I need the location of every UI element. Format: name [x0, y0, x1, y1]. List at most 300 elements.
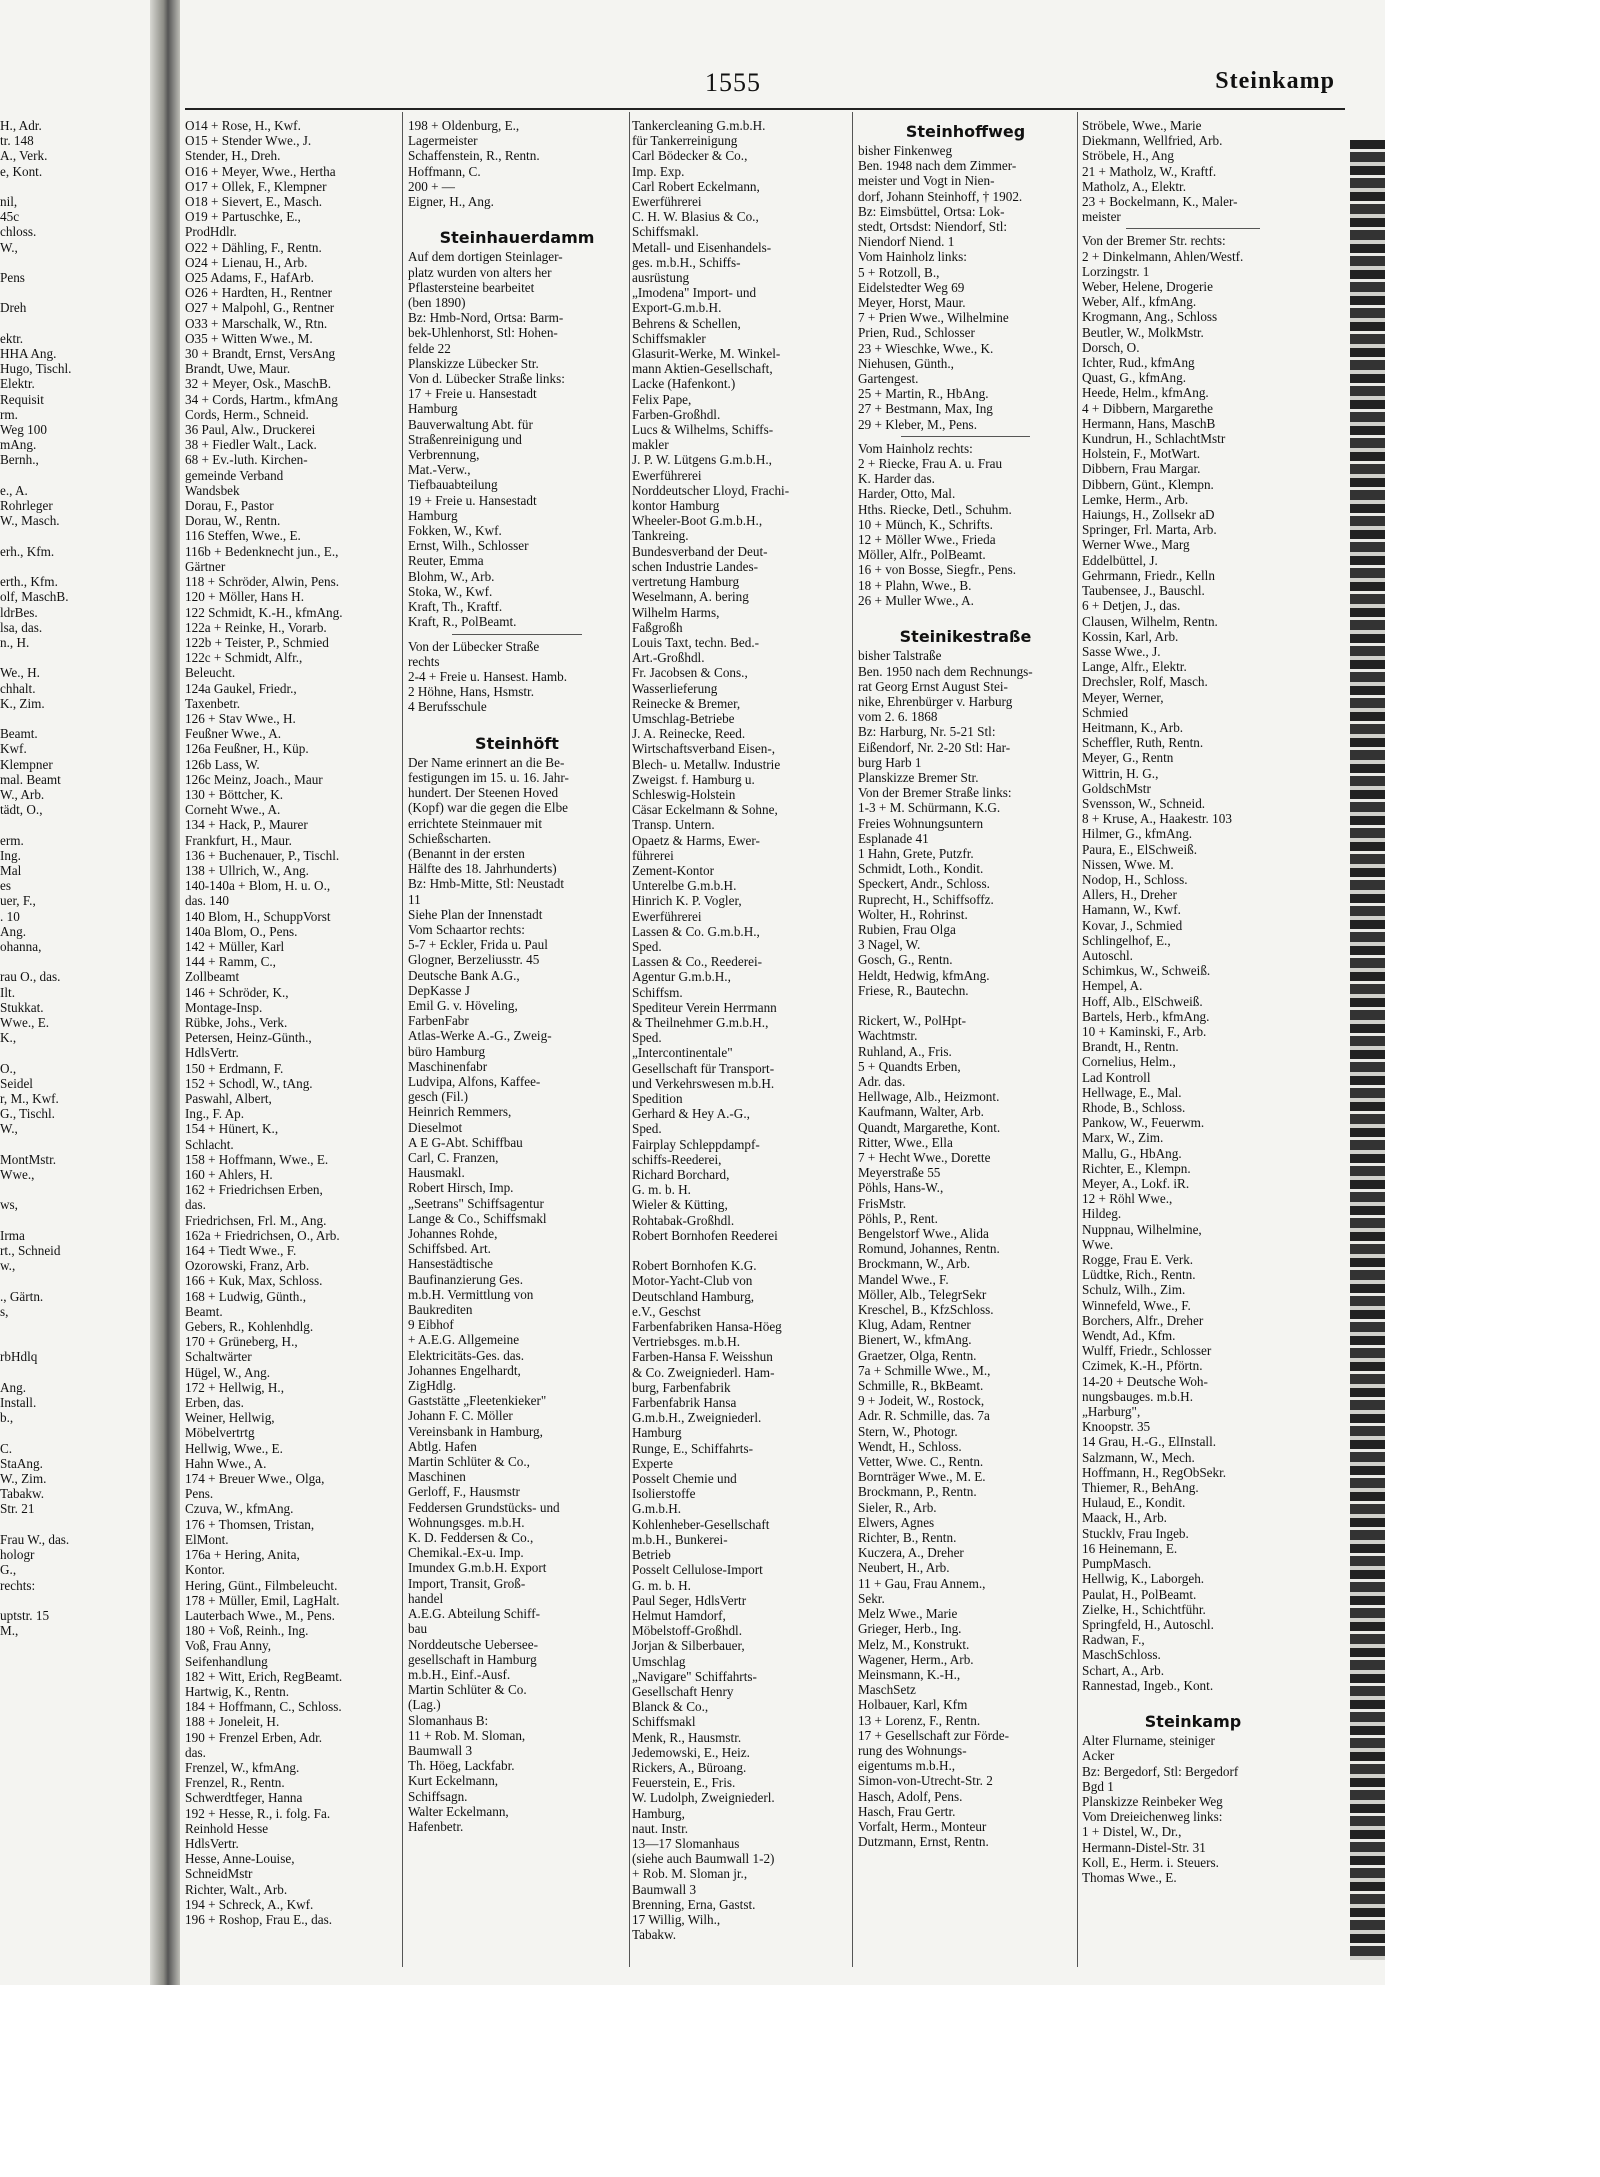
directory-entry: Kontor. — [185, 1562, 225, 1578]
fragment-line: b., — [0, 1410, 14, 1426]
directory-entry: Hoff, Alb., ElSchweiß. — [1082, 993, 1203, 1009]
directory-entry: das. — [185, 1197, 206, 1213]
directory-entry: Vetter, Wwe. C., Rentn. — [858, 1454, 984, 1470]
directory-entry: Pflastersteine bearbeitet — [408, 279, 535, 295]
fragment-line: O., — [0, 1060, 17, 1076]
directory-entry: Schwerdtfeger, Hanna — [185, 1790, 303, 1806]
fragment-line: Frau W., das. — [0, 1531, 70, 1547]
directory-entry: Ichter, Rud., kfmAng — [1082, 355, 1195, 371]
directory-entry: Frenzel, W., kfmAng. — [185, 1759, 300, 1775]
directory-entry: Metall- und Eisenhandels- — [632, 239, 772, 255]
directory-entry: Svensson, W., Schneid. — [1082, 795, 1206, 811]
directory-entry: Lad Kontroll — [1082, 1069, 1151, 1085]
column-divider — [1077, 112, 1078, 1967]
directory-entry: 138 + Ullrich, W., Ang. — [185, 862, 309, 878]
directory-entry: Frenzel, R., Rentn. — [185, 1775, 285, 1791]
directory-entry: Wwe. — [1082, 1236, 1114, 1252]
directory-entry: Meyer, Werner, — [1082, 689, 1164, 705]
directory-entry: Radwan, F., — [1082, 1632, 1145, 1648]
fragment-line: . 10 — [0, 908, 20, 924]
directory-entry: Blanck & Co., — [632, 1699, 709, 1715]
directory-entry: Beleucht. — [185, 665, 236, 681]
directory-entry: Hulaud, E., Kondit. — [1082, 1495, 1186, 1511]
directory-entry: J. A. Reinecke, Reed. — [632, 726, 746, 742]
fragment-line: hologr — [0, 1547, 35, 1563]
directory-entry: Isolierstoffe — [632, 1486, 696, 1502]
directory-entry: Hamburg — [632, 1425, 682, 1441]
directory-entry: Richter, B., Rentn. — [858, 1530, 957, 1546]
directory-entry: 2 Höhne, Hans, Hsmstr. — [408, 684, 535, 700]
directory-entry: nungsbauges. m.b.H. — [1082, 1388, 1193, 1404]
section-separator — [452, 634, 583, 635]
directory-entry: Dutzmann, Ernst, Rentn. — [858, 1834, 989, 1850]
directory-entry: Gerloff, F., Hausmstr — [408, 1484, 520, 1500]
directory-entry: Brenning, Erna, Gastst. — [632, 1896, 756, 1912]
fragment-line: rechts: — [0, 1577, 36, 1593]
directory-entry: Mallu, G., HbAng. — [1082, 1145, 1182, 1161]
fragment-line — [0, 1425, 150, 1440]
directory-entry: mann Aktien-Gesellschaft, — [632, 361, 773, 377]
directory-entry: 6 + Detjen, J., das. — [1082, 598, 1181, 614]
directory-entry: Deutschland Hamburg, — [632, 1288, 755, 1304]
directory-entry: 9 Eibhof — [408, 1317, 454, 1333]
directory-entry: Farbenfabriken Hansa-Höeg — [632, 1319, 782, 1335]
directory-entry: Wohnungsges. m.b.H. — [408, 1514, 525, 1530]
directory-entry: Baumwall 3 — [632, 1881, 697, 1897]
fragment-line: Ang. — [0, 923, 27, 939]
directory-entry: O27 + Malpohl, G., Rentner — [185, 300, 335, 316]
fragment-line: mal. Beamt — [0, 771, 61, 787]
directory-entry: Tankreing. — [632, 528, 689, 544]
directory-entry: Dorau, F., Pastor — [185, 498, 274, 514]
directory-entry: Ewerführerei — [632, 467, 702, 483]
directory-entry: Klug, Adam, Rentner — [858, 1317, 971, 1333]
fragment-line: H., Adr. — [0, 118, 42, 133]
directory-entry: 176a + Hering, Anita, — [185, 1547, 300, 1563]
directory-entry: 26 + Muller Wwe., A. — [858, 592, 974, 608]
directory-entry: Beutler, W., MolkMstr. — [1082, 324, 1204, 340]
directory-entry: Posselt Cellulose-Import — [632, 1562, 763, 1578]
directory-entry: 11 + Gau, Frau Annem., — [858, 1575, 986, 1591]
directory-entry: felde 22 — [408, 340, 451, 356]
directory-entry: für Tankerreinigung — [632, 133, 738, 149]
directory-entry: Pöhls, P., Rent. — [858, 1210, 938, 1226]
directory-entry: Paura, E., ElSchweiß. — [1082, 841, 1197, 857]
directory-entry: Feuerstein, E., Fris. — [632, 1775, 736, 1791]
fragment-line — [0, 711, 150, 726]
directory-entry: 166 + Kuk, Max, Schloss. — [185, 1273, 323, 1289]
section-separator — [901, 436, 1030, 437]
directory-entry: Ritter, Wwe., Ella — [858, 1134, 953, 1150]
directory-entry: Hesse, Anne-Louise, — [185, 1851, 295, 1867]
directory-entry: Emil G. v. Höveling, — [408, 997, 518, 1013]
directory-entry: Montage-Insp. — [185, 999, 263, 1015]
directory-entry: Freies Wohnungsuntern — [858, 815, 984, 831]
directory-entry: Rhode, B., Schloss. — [1082, 1100, 1186, 1115]
fragment-line: lsa, das. — [0, 619, 43, 635]
street-heading: Steinkamp — [1144, 1712, 1242, 1732]
directory-entry: Vom Hainholz links: — [858, 249, 967, 265]
directory-entry: 2 + Dinkelmann, Ahlen/Westf. — [1082, 248, 1244, 264]
directory-entry: 8 + Kruse, A., Haakestr. 103 — [1082, 811, 1232, 827]
directory-entry: Hildeg. — [1082, 1206, 1122, 1222]
directory-entry: DepKasse J — [408, 982, 470, 998]
directory-entry: Ströbele, H., Ang — [1082, 148, 1174, 164]
fragment-line: Tabakw. — [0, 1486, 44, 1502]
directory-entry: Stender, H., Dreh. — [185, 148, 281, 164]
directory-entry: Melz Wwe., Marie — [858, 1606, 958, 1622]
page-number: 1555 — [705, 68, 761, 97]
directory-entry: + Rob. M. Sloman jr., — [632, 1866, 748, 1882]
directory-entry: Kraft, Th., Kraftf. — [408, 599, 503, 615]
directory-entry: Wheeler-Boot G.m.b.H., — [632, 513, 763, 529]
directory-entry: Melz, M., Konstrukt. — [858, 1636, 970, 1652]
directory-entry: das. — [185, 1744, 206, 1760]
directory-entry: Spedition — [632, 1091, 683, 1106]
directory-entry: Meinsmann, K.-H., — [858, 1666, 961, 1682]
directory-entry: Hellwig, Wwe., E. — [185, 1440, 283, 1456]
fragment-line: Mal — [0, 862, 22, 878]
directory-entry: Springfeld, H., Autoschl. — [1082, 1616, 1214, 1632]
directory-entry: A E G-Abt. Schiffbau — [408, 1134, 523, 1150]
directory-entry: Kuczera, A., Dreher — [858, 1545, 964, 1561]
directory-entry: 200 + — — [408, 178, 455, 194]
directory-entry: Farben-Hansa F. Weisshun — [632, 1349, 773, 1365]
directory-entry: Stoka, W., Kwf. — [408, 583, 493, 599]
fragment-line: Rohrleger — [0, 498, 53, 514]
directory-entry: Autoschl. — [1082, 947, 1133, 963]
directory-entry: 14 Grau, H.-G., ElInstall. — [1082, 1434, 1217, 1450]
fragment-line: rbHdlq — [0, 1349, 38, 1365]
street-heading: Steinhöft — [475, 733, 559, 753]
directory-entry: ausrüstung — [632, 270, 690, 286]
directory-entry: 30 + Brandt, Ernst, VersAng — [185, 346, 336, 362]
directory-entry: 176 + Thomsen, Tristan, — [185, 1516, 315, 1532]
directory-entry: Meyer, G., Rentn — [1082, 750, 1174, 766]
directory-entry: Frankfurt, H., Maur. — [185, 832, 292, 848]
directory-entry: ElMont. — [185, 1531, 229, 1547]
directory-entry: Pöhls, Hans-W., — [858, 1180, 944, 1196]
fragment-line: A., Verk. — [0, 148, 48, 164]
directory-entry: Norddeutsche Uebersee- — [408, 1636, 538, 1652]
directory-entry: 140a Blom, O., Pens. — [185, 923, 298, 939]
directory-entry: Bartels, Herb., kfmAng. — [1082, 1008, 1210, 1024]
fragment-line: HHA Ang. — [0, 346, 57, 362]
directory-entry: Reinhold Hesse — [185, 1820, 269, 1836]
directory-entry: Wendt, H., Schloss. — [858, 1438, 962, 1454]
directory-entry: 14-20 + Deutsche Woh- — [1082, 1373, 1208, 1389]
directory-entry: 192 + Hesse, R., i. folg. Fa. — [185, 1805, 331, 1821]
directory-entry: Graetzer, Olga, Rentn. — [858, 1347, 977, 1363]
directory-entry: 194 + Schreck, A., Kwf. — [185, 1896, 314, 1912]
fragment-line — [0, 528, 150, 543]
directory-entry: „Seetrans" Schiffsagentur — [408, 1195, 544, 1211]
directory-entry: Nissen, Wwe. M. — [1082, 856, 1174, 872]
directory-entry: Hartwig, K., Rentn. — [185, 1683, 290, 1699]
directory-entry: W. Ludolph, Zweigniederl. — [632, 1790, 775, 1806]
directory-entry: Hamann, W., Kwf. — [1082, 902, 1181, 918]
directory-entry: 11 + Rob. M. Sloman, — [408, 1727, 526, 1743]
directory-entry: Petersen, Heinz-Günth., — [185, 1030, 312, 1046]
directory-entry: Scheffler, Ruth, Rentn. — [1082, 735, 1204, 751]
directory-entry: Schiffsm. — [632, 984, 683, 1000]
directory-entry: Nodop, H., Schloss. — [1082, 871, 1188, 887]
directory-entry: führerei — [632, 847, 674, 863]
directory-entry: ges. m.b.H., Schiffs- — [632, 254, 741, 270]
directory-entry — [858, 608, 1073, 623]
fragment-line: es — [0, 878, 11, 894]
directory-entry: (ben 1890) — [408, 295, 466, 311]
directory-entry: Sekr. — [858, 1590, 885, 1606]
directory-entry: Kohlenheber-Gesellschaft — [632, 1516, 770, 1532]
directory-entry: Hermann-Distel-Str. 31 — [1082, 1839, 1206, 1855]
directory-entry: Brandt, H., Rentn. — [1082, 1039, 1179, 1055]
directory-entry: Robert Bornhofen Reederei — [632, 1227, 778, 1243]
directory-entry: Gesellschaft für Transport- — [632, 1060, 775, 1076]
directory-entry: Export-G.m.b.H. — [632, 300, 722, 316]
directory-entry: Sped. — [632, 1121, 662, 1137]
directory-entry: Walter Eckelmann, — [408, 1803, 509, 1819]
directory-entry: Friese, R., Bautechn. — [858, 982, 969, 998]
directory-entry: kontor Hamburg — [632, 498, 720, 514]
directory-entry: O15 + Stender Wwe., J. — [185, 133, 312, 149]
directory-entry: meister — [1082, 209, 1121, 225]
directory-entry: Eidelstedter Weg 69 — [858, 279, 965, 295]
directory-entry: Rubien, Frau Olga — [858, 921, 956, 937]
directory-entry: Springer, Frl. Marta, Arb. — [1082, 522, 1217, 538]
directory-entry: Carl Robert Eckelmann, — [632, 178, 760, 194]
directory-entry: Corneht Wwe., A. — [185, 802, 281, 818]
directory-entry: Wulff, Friedr., Schlosser — [1082, 1343, 1212, 1359]
left-page-fragment — [0, 118, 150, 1968]
directory-entry: Schiffsagn. — [408, 1788, 468, 1804]
directory-entry: Runge, E., Schiffahrts- — [632, 1440, 753, 1456]
directory-entry: 1 Hahn, Grete, Putzfr. — [858, 845, 974, 861]
directory-entry: Ludvipa, Alfons, Kaffee- — [408, 1073, 541, 1089]
directory-entry: Rohtabak-Großhdl. — [632, 1212, 735, 1228]
directory-entry: Glasurit-Werke, M. Winkel- — [632, 346, 781, 362]
directory-entry: Marx, W., Zim. — [1082, 1130, 1164, 1146]
directory-entry: Deutsche Bank A.G., — [408, 967, 520, 983]
directory-entry: 17 + Freie u. Hansestadt — [408, 386, 537, 402]
fragment-line: rm. — [0, 406, 18, 422]
directory-entry: Bengelstorf Wwe., Alida — [858, 1226, 989, 1242]
directory-entry: Martin Schlüter & Co. — [408, 1682, 527, 1698]
directory-entry: 190 + Frenzel Erben, Adr. — [185, 1729, 323, 1745]
directory-entry: Umschlag — [632, 1653, 686, 1669]
directory-entry: Menk, R., Hausmstr. — [632, 1729, 742, 1745]
directory-entry: Opaetz & Harms, Ewer- — [632, 832, 760, 848]
directory-entry: Reinecke & Bremer, — [632, 695, 741, 711]
directory-entry: PumpMasch. — [1082, 1556, 1152, 1572]
directory-entry: Pens. — [185, 1486, 214, 1502]
directory-entry: Ewerführerei — [632, 908, 702, 924]
directory-entry: Gosch, G., Rentn. — [858, 952, 953, 968]
directory-entry: Unterelbe G.m.b.H. — [632, 878, 737, 894]
fragment-line: W., Zim. — [0, 1471, 47, 1487]
directory-entry: Norddeutscher Lloyd, Frachi- — [632, 482, 790, 498]
directory-entry: Zollbeamt — [185, 969, 240, 985]
directory-entry — [408, 715, 626, 730]
directory-entry: 18 + Plahn, Wwe., B. — [858, 577, 972, 593]
directory-entry: 19 + Freie u. Hansestadt — [408, 492, 537, 508]
directory-entry: Kurt Eckelmann, — [408, 1773, 499, 1789]
directory-entry: K. D. Feddersen & Co., — [408, 1530, 534, 1546]
directory-entry: Rickert, W., PolHpt- — [858, 1013, 967, 1029]
directory-entry: Zweigst. f. Hamburg u. — [632, 771, 755, 787]
directory-entry: Cords, Herm., Schneid. — [185, 406, 309, 422]
directory-entry: 7 + Hecht Wwe., Dorette — [858, 1150, 991, 1165]
directory-entry: Vom Schaartor rechts: — [408, 921, 525, 937]
directory-entry: & Theilnehmer G.m.b.H., — [632, 1014, 769, 1030]
directory-entry: Gehrmann, Friedr., Kelln — [1082, 567, 1215, 583]
directory-entry: Romund, Johannes, Rentn. — [858, 1241, 1000, 1257]
directory-entry: Feußner Wwe., A. — [185, 726, 282, 742]
directory-entry: Holbauer, Karl, Kfm — [858, 1697, 968, 1713]
directory-entry: Schießscharten. — [408, 830, 492, 846]
directory-entry: Th. Höeg, Lackfabr. — [408, 1758, 515, 1774]
fragment-line: e, Kont. — [0, 163, 43, 179]
directory-entry: Dorsch, O. — [1082, 339, 1140, 355]
directory-entry: Wendt, Ad., Kfm. — [1082, 1328, 1176, 1344]
directory-entry: Lassen & Co. G.m.b.H., — [632, 923, 760, 939]
directory-entry: Erben, das. — [185, 1395, 244, 1411]
directory-entry: Heinrich Remmers, — [408, 1104, 512, 1120]
directory-entry: Lorzingstr. 1 — [1082, 263, 1150, 279]
directory-entry: Ruhland, A., Fris. — [858, 1043, 952, 1059]
directory-entry: Robert Bornhofen K.G. — [632, 1258, 757, 1274]
directory-entry: 23 + Wieschke, Wwe., K. — [858, 340, 994, 356]
directory-entry: makler — [632, 437, 669, 453]
fragment-line: Klempner — [0, 756, 53, 772]
directory-entry: Lange, Alfr., Elektr. — [1082, 659, 1187, 675]
directory-entry: MaschSetz — [858, 1682, 916, 1698]
directory-entry: Zielke, H., Schichtführ. — [1082, 1601, 1206, 1617]
directory-entry: 25 + Martin, R., HbAng. — [858, 386, 989, 402]
directory-entry: rechts — [408, 653, 440, 669]
fragment-line: w., — [0, 1258, 16, 1274]
fragment-line: MontMstr. — [0, 1151, 57, 1167]
fragment-line: G., Tischl. — [0, 1106, 55, 1122]
fragment-line: mAng. — [0, 437, 37, 453]
fragment-line: Install. — [0, 1395, 37, 1411]
directory-entry: Cornelius, Helm., — [1082, 1054, 1176, 1070]
directory-entry: Möbelstoff-Großhdl. — [632, 1623, 743, 1639]
directory-entry: 5-7 + Eckler, Frida u. Paul — [408, 937, 548, 953]
directory-entry: Planskizze Bremer Str. — [858, 769, 979, 785]
directory-entry: Behrens & Schellen, — [632, 315, 741, 331]
directory-entry: Ewerführerei — [632, 194, 702, 210]
directory-entry: Stucklv, Frau Ingeb. — [1082, 1525, 1189, 1541]
fragment-line: K., Zim. — [0, 695, 45, 711]
column-divider — [402, 112, 403, 1967]
fragment-line: r, M., Kwf. — [0, 1091, 59, 1106]
directory-entry: Schiffsmakl. — [632, 224, 699, 240]
directory-entry: 134 + Hack, P., Maurer — [185, 817, 308, 833]
directory-entry: 196 + Roshop, Frau E., das. — [185, 1911, 333, 1927]
directory-entry: burg Harb 1 — [858, 754, 922, 770]
fragment-line: uptstr. 15 — [0, 1607, 50, 1623]
fragment-line: ektr. — [0, 330, 24, 346]
directory-entry: Vertriebsges. m.b.H. — [632, 1334, 741, 1350]
fragment-line — [0, 1045, 150, 1060]
fragment-line — [0, 1319, 150, 1334]
directory-entry: Hellwig, K., Laborgeh. — [1082, 1571, 1205, 1587]
section-separator — [1126, 228, 1259, 229]
directory-entry: Alter Flurname, steiniger — [1082, 1733, 1215, 1749]
directory-entry: C. H. W. Blasius & Co., — [632, 209, 759, 225]
directory-entry: Simon-von-Utrecht-Str. 2 — [858, 1773, 993, 1789]
directory-entry: Hilmer, G., kfmAng. — [1082, 826, 1193, 842]
directory-entry: Sped. — [632, 938, 662, 954]
directory-entry: Schiffsmakler — [632, 330, 706, 346]
directory-entry: errichtete Steinmauer mit — [408, 815, 543, 831]
directory-entry: stedt, Ortsdst: Niendorf, Stl: — [858, 219, 1008, 235]
directory-entry: Stern, W., Photogr. — [858, 1423, 958, 1439]
directory-entry: Winnefeld, Wwe., F. — [1082, 1297, 1191, 1313]
directory-entry: Richter, E., Klempn. — [1082, 1160, 1191, 1176]
directory-entry: 38 + Fiedler Walt., Lack. — [185, 437, 317, 453]
directory-entry: O25 Adams, F., HafArb. — [185, 270, 314, 286]
column-divider — [852, 112, 853, 1967]
directory-entry: vom 2. 6. 1868 — [858, 709, 938, 725]
directory-entry: 122c + Schmidt, Alfr., — [185, 650, 303, 666]
directory-entry: Hamburg — [408, 401, 458, 417]
directory-entry: (Lag.) — [408, 1697, 441, 1713]
directory-entry: Import, Transit, Groß- — [408, 1575, 526, 1591]
fragment-line — [0, 1182, 150, 1197]
directory-entry: G. m. b. H. — [632, 1577, 691, 1593]
directory-entry: Schlacht. — [185, 1136, 234, 1152]
directory-entry: Farbenfabrik Hansa — [632, 1395, 737, 1411]
directory-entry: gesellschaft in Hamburg — [408, 1651, 537, 1667]
directory-entry: 158 + Hoffmann, Wwe., E. — [185, 1151, 329, 1167]
directory-entry: ProdHdlr. — [185, 224, 237, 240]
directory-entry: Motor-Yacht-Club von — [632, 1273, 753, 1289]
directory-entry: Werner Wwe., Marg — [1082, 537, 1190, 553]
fragment-line — [0, 559, 150, 574]
fragment-line: Weg 100 — [0, 422, 47, 438]
directory-entry: 2 + Riecke, Frau A. u. Frau — [858, 456, 1003, 472]
fragment-line: Elektr. — [0, 376, 35, 392]
directory-entry: Dorau, W., Rentn. — [185, 513, 281, 529]
directory-entry: Bauverwaltung Abt. für — [408, 416, 533, 432]
directory-entry: 32 + Meyer, Osk., MaschB. — [185, 376, 332, 392]
directory-entry: vertretung Hamburg — [632, 574, 740, 590]
directory-entry: Siehe Plan der Innenstadt — [408, 906, 543, 922]
directory-entry: Glogner, Berzeliusstr. 45 — [408, 952, 540, 968]
directory-entry: Lange & Co., Schiffsmakl — [408, 1210, 547, 1226]
fragment-line — [0, 817, 150, 832]
directory-entry: Dieselmot — [408, 1119, 463, 1135]
fragment-line: Pens — [0, 270, 25, 286]
directory-entry: Schimkus, W., Schweiß. — [1082, 963, 1211, 979]
fragment-line: ws, — [0, 1197, 18, 1213]
directory-entry: Kraft, R., PolBeamt. — [408, 614, 517, 630]
directory-entry — [632, 1243, 847, 1258]
directory-entry: Hansestädtische — [408, 1256, 493, 1272]
directory-entry: Rannestad, Ingeb., Kont. — [1082, 1677, 1214, 1693]
directory-entry: Grieger, Herb., Ing. — [858, 1621, 962, 1637]
directory-entry: G. m. b. H. — [632, 1182, 691, 1198]
directory-entry: festigungen im 15. u. 16. Jahr- — [408, 769, 569, 785]
directory-entry: 122 Schmidt, K.-H., kfmAng. — [185, 604, 343, 620]
directory-entry: 136 + Buchenauer, P., Tischl. — [185, 847, 340, 863]
directory-entry: 152 + Schodl, W., tAng. — [185, 1075, 313, 1091]
directory-entry: 17 + Gesellschaft zur Förde- — [858, 1727, 1009, 1743]
directory-entry: Gartengest. — [858, 371, 919, 387]
directory-entry: FarbenFabr — [408, 1013, 469, 1029]
